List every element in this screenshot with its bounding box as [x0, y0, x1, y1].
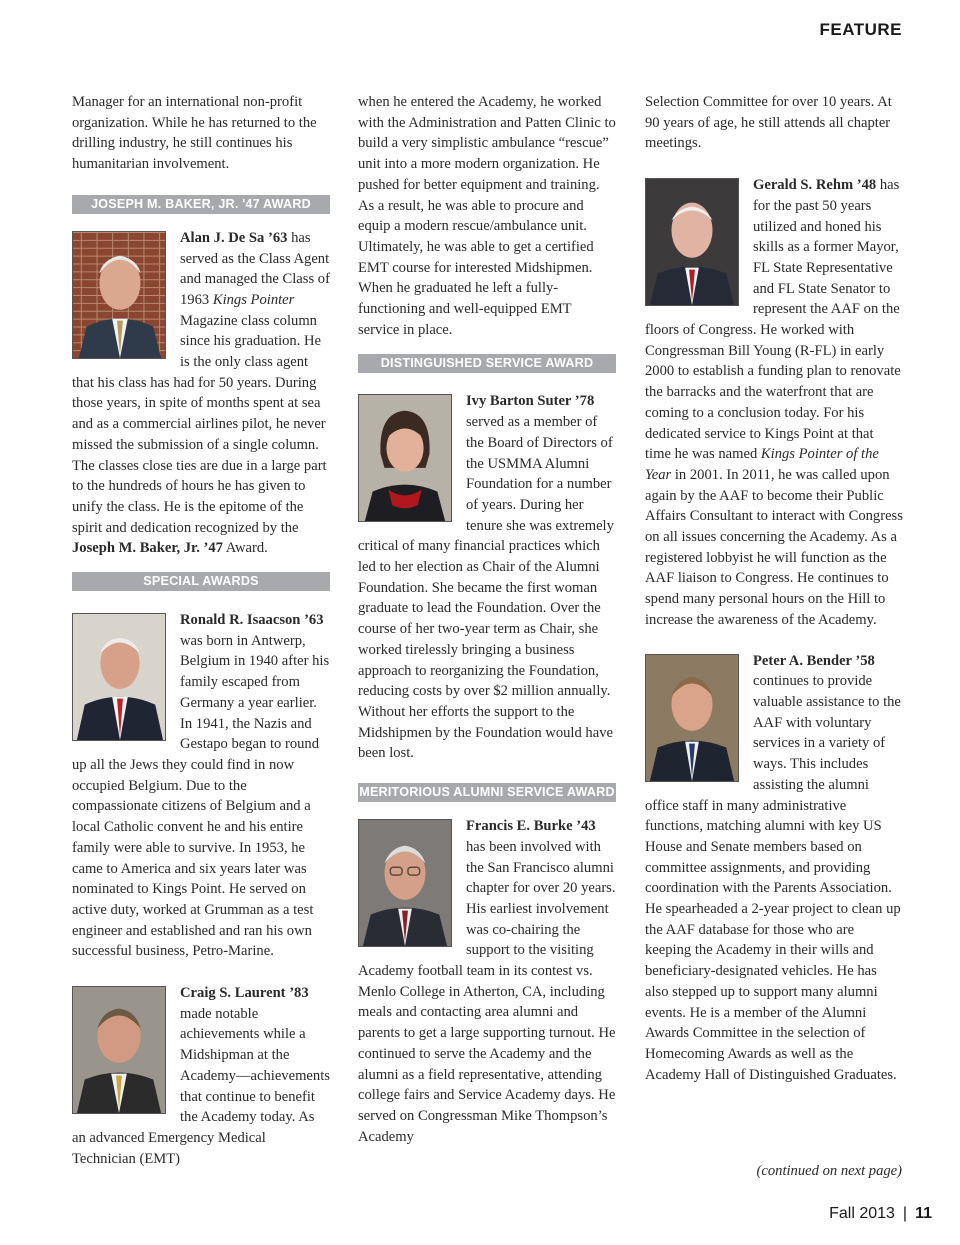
- footer-divider: |: [902, 1205, 908, 1222]
- portrait-suter-photo: [358, 394, 452, 522]
- portrait-rehm-photo: [645, 178, 739, 306]
- bio-text: in 2001. In 2011, he was called upon again by the AAF to become their Public Affairs Consultant to interact with Congress on all issues concerning the Academy. As a registered lobbyist he will function as the AAF liaison to Congress. He continues to spend many personal hours on the Hill to increase the awareness of the Academy.: [645, 466, 903, 628]
- honoree-name: Peter A. Bender ’58: [753, 652, 875, 669]
- bio-text: was born in Antwerp, Belgium in 1940 after his family escaped from Germany a year earlier. In 1941, the Nazis and Gestapo began to round up all the Jews they could find in now occupied Belgium. Due to the compassionate citizens of Belgium and a local Catholic convent he and his entire family were able to survive. In 1953, he came to America and six years later was nominated to Kings Point. He served on active duty, worked at Grumman as a test engineer and established and ran his own successful business, Petro-Marine.: [72, 632, 330, 960]
- award-banner-meritorious: MERITORIOUS ALUMNI SERVICE AWARD: [358, 783, 616, 802]
- profile-suter: [358, 391, 616, 764]
- bio-text: served as a member of the Board of Directors of the USMMA Alumni Foundation for a number of years. During her tenure she was extremely critical of many financial practices which led to her election as Chair of the Alumni Foundation. She became the first woman graduate to lead the Foundation. Over the course of her two-year term as Chair, she worked tirelessly bringing a business approach to reorganizing the Foundation, reducing costs by over $2 million annually. Without her efforts the support to the Midshipmen by the Foundation would have been lost.: [358, 414, 614, 762]
- profile-isaacson: [72, 610, 330, 962]
- honoree-name: Ronald R. Isaacson ’63: [180, 612, 324, 629]
- column-3: [645, 92, 903, 1085]
- col2-intro: when he entered the Academy, he worked with the Administration and Patten Clinic to build a very simplistic ambulance “rescue” unit into a more modern organization. He pushed for better equipment and training. As a result, he was able to procure and equip a modern rescue/ambulance unit. Ultimately, he was able to get a certified EMT course for interested Midshipmen. When he graduated he left a fully-functioning and well-equipped EMT service in place.: [358, 94, 616, 338]
- profile-bender: [645, 651, 903, 1086]
- col1-intro: Manager for an international non-profit organization. While he has returned to the drilling industry, he still continues his humanitarian involvement.: [72, 94, 317, 173]
- bio-text: Award.: [222, 540, 268, 557]
- bio-text: Magazine class column since his graduation. He is the only class agent that his class has had for 50 years. During those years, in spite of months spent at sea and as a commercial airlines pilot, he never missed the submission of a single column. The classes close ties are due in a large part to the hundreds of hours he has given to unify the class. He is the epitome of the spirit and dedication recognized by the: [72, 312, 327, 536]
- honoree-name: Francis E. Burke ’43: [466, 818, 596, 835]
- bio-text: continues to provide valuable assistance to the AAF with voluntary services in a variety of ways. This includes assisting the alumni office staff in many administrative functions, matching alumni with key US House and Senate members based on committee assignments, and providing coordination with the Parents Association. He spearheaded a 2-year project to clean up the AAF database for those who are keeping the Academy in their wills and beneficiary-designated vehicles. He has also stepped up to support many alumni events. He is a member of the Alumni Awards Committee in the selection of Homecoming Awards as well as the Academy Hall of Distinguished Graduates.: [645, 673, 901, 1083]
- honoree-name: Ivy Barton Suter ’78: [466, 393, 595, 410]
- page-footer: [829, 1205, 932, 1223]
- bio-text: has been involved with the San Francisco alumni chapter for over 20 years. His earliest involvement was co-chairing the support to the visiting Academy football team in its contest vs. Menlo College in Atherton, CA, including meals and contacting area alumni and parents to get a large supporting turnout. He continued to serve the Academy and the alumni as a field representative, attending college fairs and Service Academy days. He served on Congressman Mike Thompson’s Academy: [358, 838, 616, 1145]
- honoree-name: Alan J. De Sa ’63: [180, 229, 288, 246]
- column-1: [72, 92, 330, 1169]
- portrait-bender-photo: [645, 654, 739, 782]
- column-2: [358, 92, 616, 1147]
- honoree-name: Craig S. Laurent ’83: [180, 985, 309, 1002]
- portrait-burke-photo: [358, 819, 452, 947]
- continued-note: (continued on next page): [756, 1163, 902, 1179]
- award-banner-distinguished: DISTINGUISHED SERVICE AWARD: [358, 354, 616, 373]
- portrait-desa-photo: [72, 231, 166, 359]
- portrait-laurent-photo: [72, 986, 166, 1114]
- award-banner-baker: JOSEPH M. BAKER, JR. '47 AWARD: [72, 195, 330, 214]
- magazine-title: Kings Pointer: [212, 291, 295, 308]
- honor-title: Kings Pointer of the Year: [645, 446, 879, 483]
- profile-burke: [358, 816, 616, 1147]
- award-name: Joseph M. Baker, Jr. ’47: [72, 540, 223, 557]
- award-banner-special: SPECIAL AWARDS: [72, 572, 330, 591]
- bio-text: made notable achievements while a Midshipman at the Academy—achievements that continue to benefit the Academy today. As an advanced Emergency Medical Technician (EMT): [72, 1005, 330, 1167]
- section-label: FEATURE: [819, 20, 902, 39]
- page-number: 11: [915, 1205, 932, 1222]
- bio-text: has for the past 50 years utilized and honed his skills as a former Mayor, FL State Representative and FL State Senator to represent the AAF on the floors of Congress. He worked with Congressman Bill Young (R-FL) in early 2000 to establish a funding plan to renovate the barracks and the waterfront that are coming to a conclusion today. For his dedicated service to Kings Point at that time he was named: [645, 177, 901, 463]
- issue-label: Fall 2013: [829, 1205, 895, 1222]
- honoree-name: Gerald S. Rehm ’48: [753, 177, 877, 194]
- portrait-isaacson-photo: [72, 613, 166, 741]
- col3-intro: Selection Committee for over 10 years. At 90 years of age, he still attends all chapter meetings.: [645, 94, 892, 152]
- profile-laurent: [72, 983, 330, 1169]
- profile-rehm: [645, 175, 903, 630]
- profile-desa: [72, 228, 330, 559]
- bio-text: has served as the Class Agent and managed the Class of 1963: [180, 229, 330, 308]
